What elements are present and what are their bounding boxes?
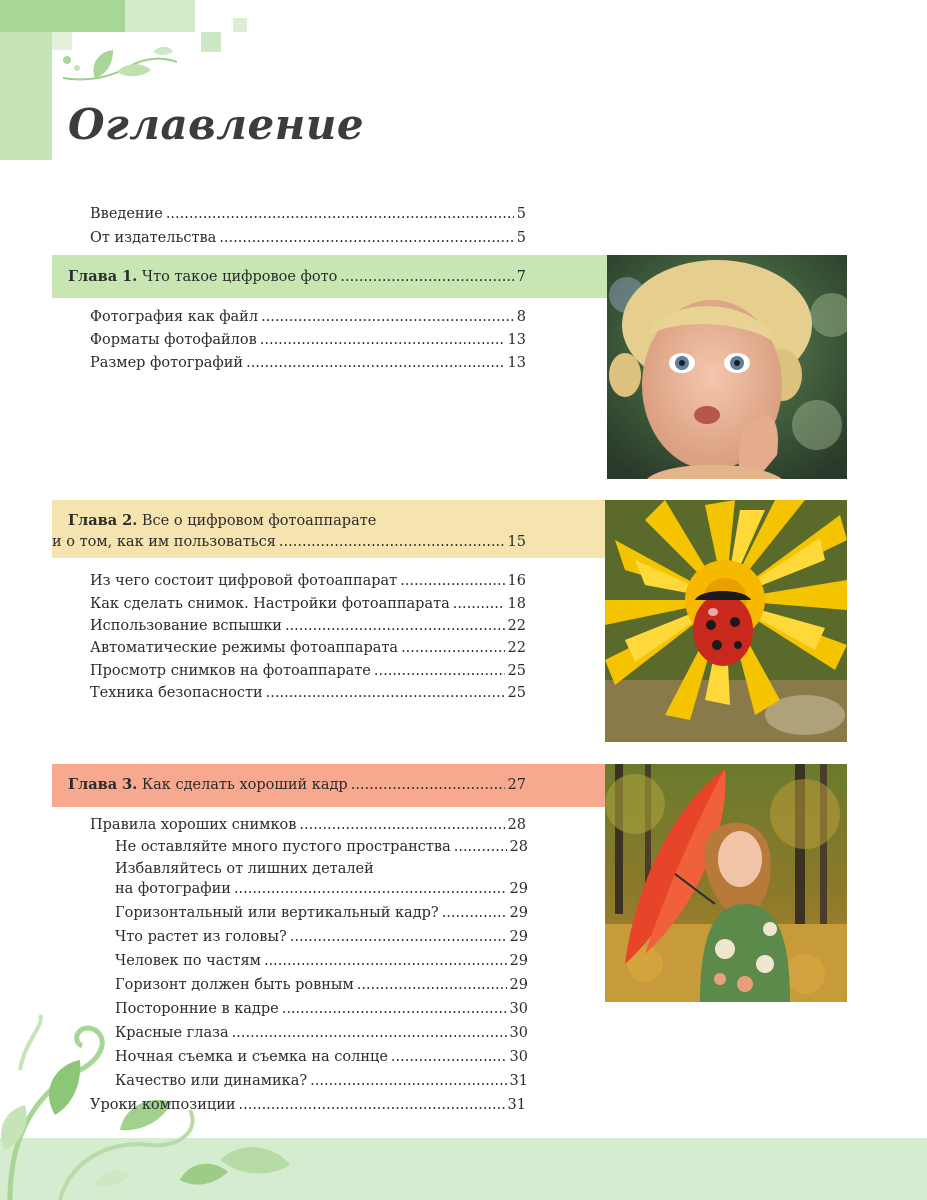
toc-subentry[interactable] bbox=[115, 976, 528, 994]
toc-leader-dots bbox=[285, 617, 505, 635]
toc-page-number: 27 bbox=[507, 777, 526, 793]
page-title: Оглавление bbox=[68, 100, 365, 149]
chapter-title: Все о цифровом фотоаппарате bbox=[141, 513, 377, 529]
toc-page-number: 13 bbox=[507, 355, 526, 371]
toc-leader-dots bbox=[246, 354, 504, 372]
toc-page-number: 7 bbox=[516, 269, 526, 285]
toc-entry-intro[interactable] bbox=[90, 205, 526, 223]
toc-leader-dots bbox=[299, 816, 504, 834]
toc-page-number: 29 bbox=[509, 905, 528, 921]
toc-leader-dots bbox=[282, 1000, 507, 1018]
decor-square bbox=[201, 32, 221, 52]
chapter-title-continued: и о том, как им пользоваться bbox=[52, 534, 276, 550]
toc-entry-title: Из чего состоит цифровой фотоаппарат bbox=[90, 573, 398, 589]
toc-entry[interactable] bbox=[90, 1096, 526, 1114]
toc-page-number: 22 bbox=[507, 640, 526, 656]
toc-leader-dots bbox=[279, 533, 505, 551]
toc-entry-title: Горизонт должен быть ровным bbox=[115, 977, 354, 993]
toc-entry-title: Введение bbox=[90, 206, 163, 222]
toc-page-number: 31 bbox=[507, 1097, 526, 1113]
toc-entry-title: Не оставляйте много пустого пространства bbox=[115, 839, 451, 855]
toc-entry-title: Фотография как файл bbox=[90, 309, 259, 325]
toc-entry-title: Просмотр снимков на фотоаппарате bbox=[90, 663, 371, 679]
toc-chapter-2-line1[interactable] bbox=[68, 512, 376, 530]
toc-leader-dots bbox=[232, 1024, 507, 1042]
toc-entry[interactable] bbox=[90, 617, 526, 635]
toc-entry[interactable] bbox=[90, 595, 526, 613]
toc-page-number: 8 bbox=[516, 309, 526, 325]
toc-entry-title: Ночная съемка и съемка на солнце bbox=[115, 1049, 388, 1065]
toc-entry-title: Качество или динамика? bbox=[115, 1073, 308, 1089]
toc-leader-dots bbox=[453, 595, 505, 613]
toc-entry-title: Что растет из головы? bbox=[115, 929, 287, 945]
toc-entry[interactable] bbox=[90, 639, 526, 657]
decor-square bbox=[233, 18, 247, 32]
decor-light-green-top-band bbox=[125, 0, 195, 32]
toc-page-number: 31 bbox=[509, 1073, 528, 1089]
toc-leader-dots bbox=[290, 928, 507, 946]
toc-page-number: 25 bbox=[507, 685, 526, 701]
toc-leader-dots bbox=[261, 308, 514, 326]
toc-entry-title: Размер фотографий bbox=[90, 355, 244, 371]
chapter-label: Глава 2. bbox=[68, 512, 138, 529]
chapter-title: Что такое цифровое фото bbox=[141, 269, 338, 285]
toc-page-number: 29 bbox=[509, 977, 528, 993]
toc-leader-dots bbox=[442, 904, 507, 922]
toc-page-number: 30 bbox=[509, 1049, 528, 1065]
toc-subentry[interactable] bbox=[115, 904, 528, 922]
toc-subentry[interactable] bbox=[115, 952, 528, 970]
toc-entry-title: Форматы фотофайлов bbox=[90, 332, 257, 348]
toc-page-number: 29 bbox=[509, 881, 528, 897]
toc-subentry[interactable] bbox=[115, 1072, 528, 1090]
toc-page-number: 25 bbox=[507, 663, 526, 679]
toc-entry[interactable] bbox=[90, 684, 526, 702]
toc-entry-title: Уроки композиции bbox=[90, 1097, 236, 1113]
toc-entry[interactable] bbox=[90, 331, 526, 349]
toc-entry-title: Красные глаза bbox=[115, 1025, 229, 1041]
chapter-label: Глава 3. bbox=[68, 776, 138, 793]
toc-subentry[interactable] bbox=[115, 880, 528, 898]
toc-subentry[interactable] bbox=[115, 1000, 528, 1018]
toc-entry-title: Посторонние в кадре bbox=[115, 1001, 279, 1017]
toc-page-number: 28 bbox=[507, 817, 526, 833]
toc-chapter-3[interactable] bbox=[68, 776, 526, 794]
toc-page-number: 30 bbox=[509, 1025, 528, 1041]
toc-page-number: 30 bbox=[509, 1001, 528, 1017]
toc-leader-dots bbox=[401, 639, 504, 657]
toc-page-number: 22 bbox=[507, 618, 526, 634]
toc-entry[interactable] bbox=[90, 816, 526, 834]
toc-leader-dots bbox=[310, 1072, 506, 1090]
child-portrait-photo bbox=[607, 255, 847, 479]
toc-entry-title: Техника безопасности bbox=[90, 685, 263, 701]
toc-subentry-line1[interactable]: Избавляйтесь от лишних деталей bbox=[115, 861, 374, 877]
toc-entry-title: От издательства bbox=[90, 230, 217, 246]
leaf-ornament-icon bbox=[55, 38, 185, 90]
toc-entry[interactable] bbox=[90, 354, 526, 372]
toc-entry-title: Правила хороших снимков bbox=[90, 817, 297, 833]
toc-leader-dots bbox=[400, 572, 504, 590]
toc-entry-title: Как сделать снимок. Настройки фотоаппарата bbox=[90, 596, 450, 612]
toc-leader-dots bbox=[260, 331, 505, 349]
toc-leader-dots bbox=[340, 268, 513, 286]
toc-leader-dots bbox=[351, 776, 505, 794]
toc-entry-title: Человек по частям bbox=[115, 953, 261, 969]
toc-entry-title: на фотографии bbox=[115, 881, 231, 897]
toc-entry-title: Автоматические режимы фотоаппарата bbox=[90, 640, 399, 656]
toc-subentry[interactable] bbox=[115, 838, 528, 856]
toc-leader-dots bbox=[454, 838, 507, 856]
toc-page-number: 18 bbox=[507, 596, 526, 612]
toc-leader-dots bbox=[234, 880, 507, 898]
chapter-title: Как сделать хороший кадр bbox=[141, 777, 348, 793]
toc-page-number: 29 bbox=[509, 953, 528, 969]
dandelion-ladybug-photo bbox=[605, 500, 847, 742]
toc-page-number: 29 bbox=[509, 929, 528, 945]
toc-subentry[interactable] bbox=[115, 1024, 528, 1042]
toc-leader-dots bbox=[357, 976, 507, 994]
toc-page-number: 5 bbox=[516, 230, 526, 246]
toc-page-number: 15 bbox=[507, 534, 526, 550]
toc-leader-dots bbox=[264, 952, 507, 970]
toc-entry[interactable] bbox=[90, 572, 526, 590]
decor-green-top-band bbox=[0, 0, 125, 32]
toc-leader-dots bbox=[239, 1096, 505, 1114]
toc-page-number: 5 bbox=[516, 206, 526, 222]
woman-umbrella-photo bbox=[605, 764, 847, 1002]
toc-leader-dots bbox=[266, 684, 505, 702]
toc-entry[interactable] bbox=[90, 662, 526, 680]
toc-chapter-1[interactable] bbox=[68, 268, 526, 286]
toc-entry[interactable] bbox=[90, 308, 526, 326]
toc-leader-dots bbox=[374, 662, 505, 680]
toc-leader-dots bbox=[166, 205, 514, 223]
toc-page-number: 13 bbox=[507, 332, 526, 348]
chapter-label: Глава 1. bbox=[68, 268, 138, 285]
toc-leader-dots bbox=[391, 1048, 507, 1066]
toc-entry-publisher[interactable] bbox=[90, 229, 526, 247]
toc-entry-title: Горизонтальный или вертикальный кадр? bbox=[115, 905, 439, 921]
toc-subentry[interactable] bbox=[115, 928, 528, 946]
toc-page-number: 28 bbox=[509, 839, 528, 855]
toc-leader-dots bbox=[219, 229, 513, 247]
toc-entry-title: Использование вспышки bbox=[90, 618, 282, 634]
toc-chapter-2-line2[interactable] bbox=[52, 533, 526, 551]
toc-subentry[interactable] bbox=[115, 1048, 528, 1066]
toc-page-number: 16 bbox=[507, 573, 526, 589]
